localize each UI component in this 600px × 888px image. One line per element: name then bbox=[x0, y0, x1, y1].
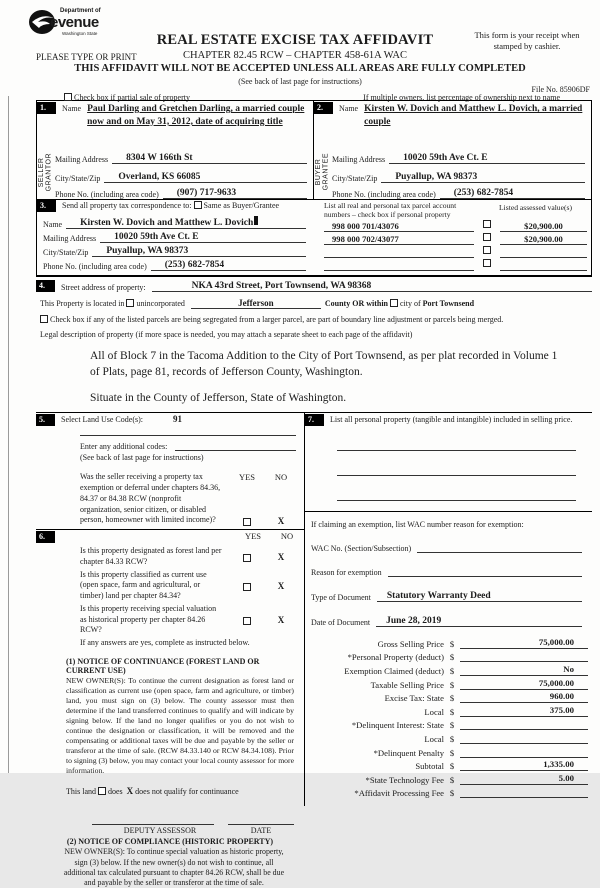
exemption-yes-checkbox[interactable] bbox=[243, 518, 251, 526]
street-address-label: Street address of property: bbox=[61, 283, 146, 293]
file-number: File No. 85906DF bbox=[531, 85, 590, 94]
historical-question: Is this property receiving special valuation as historical property per chapter 84.26 RCW? bbox=[80, 604, 217, 634]
text-cursor bbox=[254, 216, 258, 225]
personal-property-section bbox=[305, 413, 592, 512]
date-label: DATE bbox=[250, 826, 272, 836]
corr-phone-label: Phone No. (including area code) bbox=[43, 262, 147, 271]
fee-row-delinquent-penalty bbox=[305, 744, 588, 758]
street-address-field[interactable]: NKA 43rd Street, Port Townsend, WA 98368 bbox=[152, 281, 592, 292]
parcel-row bbox=[324, 219, 587, 232]
parcel-row bbox=[324, 232, 587, 245]
legal-description-text-2[interactable]: Situate in the County of Jefferson, State of Washington. bbox=[90, 392, 347, 405]
fee-row-excise-tax-state bbox=[305, 690, 588, 704]
date-line[interactable] bbox=[228, 824, 294, 825]
document-type-label: Type of Document bbox=[311, 593, 371, 603]
land-use-label: Select Land Use Code(s): bbox=[61, 415, 143, 425]
forest-land-question: Is this property designated as forest land per chapter 84.33 RCW? bbox=[80, 546, 222, 566]
city-checkbox[interactable] bbox=[390, 299, 398, 307]
section-1-number: 1. bbox=[37, 102, 56, 114]
tax-exemption-question: Was the seller receiving a property tax exemption or deferral under chapters 84.36, 84.37 or 84.38 RCW (nonprofit organization, senior citizen, or disabled person, homeowner with limited income)? bbox=[80, 472, 221, 525]
fee-value-field[interactable] bbox=[460, 718, 588, 730]
city-of-label: city of bbox=[400, 299, 421, 309]
same-as-buyer-checkbox[interactable] bbox=[194, 201, 202, 209]
document-date-label: Date of Document bbox=[311, 618, 371, 628]
fee-label: Excise Tax: State bbox=[384, 693, 444, 704]
dollar-sign: $ bbox=[449, 652, 455, 663]
wac-number-label: WAC No. (Section/Subsection) bbox=[311, 544, 412, 554]
notice-continuance-body: NEW OWNER(S): To continue the current designation as forest land or classification as current use (open space, farm and agriculture, or timber) land, you must sign on (3) below. The county assessor must then determine if the land transferred continues to qualify and will indicate by signing below. If the land no longer qualifies or you do not wish to continue the designation or classification, it will be removed and the compensating or additional taxes will be due and payable by the seller or transferor at the time of sale. (RCW 84.33.140 or RCW 84.34.108). Prior to signing (3) below, you may contact your local county assessor for more information. bbox=[66, 676, 294, 776]
fee-label: *State Technology Fee bbox=[365, 774, 444, 785]
county-or-within-label: County OR within bbox=[324, 299, 388, 309]
land-use-blank-line[interactable] bbox=[80, 426, 296, 436]
wac-number-field[interactable] bbox=[417, 543, 582, 553]
section-7-number: 7. bbox=[305, 414, 324, 426]
fee-row-state-technology-fee bbox=[305, 771, 588, 785]
this-land-label: This land bbox=[66, 787, 96, 797]
assessed-value-field[interactable] bbox=[500, 270, 587, 271]
historical-yes-checkbox[interactable] bbox=[243, 617, 251, 625]
section-6-number: 6. bbox=[36, 531, 55, 543]
document-date-field[interactable]: June 28, 2019 bbox=[376, 616, 582, 627]
fee-value-field[interactable] bbox=[460, 746, 588, 758]
parcel-numbers-header: List all real and personal tax parcel account numbers – check box if personal property bbox=[324, 201, 457, 220]
exemption-no-answer[interactable]: X bbox=[277, 516, 285, 527]
personal-property-blank-line[interactable] bbox=[337, 500, 576, 501]
historical-no-answer[interactable]: X bbox=[277, 614, 285, 625]
deputy-assessor-label: DEPUTY ASSESSOR bbox=[123, 826, 197, 836]
multiple-owners-note: If multiple owners, list percentage of ownership next to name bbox=[363, 93, 560, 102]
seller-city-label: City/State/Zip bbox=[55, 174, 101, 183]
fee-row-personal-property bbox=[305, 649, 588, 663]
if-any-yes-note: If any answers are yes, complete as instructed below. bbox=[80, 638, 250, 648]
fee-value-field[interactable]: 5.00 bbox=[460, 773, 588, 785]
no-header: NO bbox=[274, 472, 288, 483]
forest-yes-checkbox[interactable] bbox=[243, 554, 251, 562]
assessed-values-header: Listed assessed value(s) bbox=[499, 203, 572, 212]
notice-compliance-body: NEW OWNER(S): To continue special valuation as historic property, sign (3) below. If the new owner(s) do not wish to continue, all additional tax calculated pursuant to chapter 84.26 RCW, shall be due and payable by the seller or transferor at the time of sale. bbox=[63, 847, 285, 888]
corr-name-field[interactable]: Kirsten W. Dovich and Matthew L. Dovich bbox=[66, 216, 306, 229]
additional-codes-label: Enter any additional codes: bbox=[80, 442, 168, 452]
scan-page-edge bbox=[8, 96, 9, 773]
unincorporated-label: unincorporated bbox=[136, 299, 185, 309]
buyer-side-label-2: GRANTEE bbox=[323, 153, 330, 191]
personal-property-label: List all personal property (tangible and intangible) included in selling price. bbox=[330, 415, 573, 425]
legal-description-label: Legal description of property (if more space is needed, you may attach a separate sheet to each page of the affidavit) bbox=[40, 330, 413, 340]
deputy-assessor-signature-line[interactable] bbox=[92, 824, 214, 825]
dollar-sign: $ bbox=[449, 693, 455, 704]
city-field[interactable]: Port Townsend bbox=[422, 299, 475, 309]
current-use-question: Is this property classified as current use (open space, farm and agricultural, or timber) land per chapter 84.34? bbox=[80, 570, 207, 600]
seller-phone-field[interactable]: (907) 717-9633 bbox=[163, 188, 307, 199]
parcel-number-field[interactable] bbox=[324, 270, 474, 271]
fee-label: *Affidavit Processing Fee bbox=[354, 788, 444, 799]
forest-no-answer[interactable]: X bbox=[277, 551, 285, 562]
does-not-qualify-mark[interactable]: X bbox=[126, 786, 134, 797]
current-use-yes-checkbox[interactable] bbox=[243, 583, 251, 591]
dollar-sign: $ bbox=[449, 761, 455, 772]
fee-label: Subtotal bbox=[415, 761, 444, 772]
logo-revenue-text: evenue bbox=[50, 14, 99, 31]
fee-row-subtotal bbox=[305, 758, 588, 772]
assessed-value-field[interactable] bbox=[500, 257, 587, 258]
property-section bbox=[36, 277, 592, 404]
buyer-phone-label: Phone No. (including area code) bbox=[332, 190, 436, 199]
legal-description-text[interactable]: All of Block 7 in the Tacoma Addition to the City of Port Townsend, as per plat recorded in Volume 1 of Plats, page 81, records of Jefferson County, Washington. bbox=[90, 350, 558, 378]
question-row bbox=[80, 570, 298, 601]
personal-property-blank-line[interactable] bbox=[337, 475, 576, 476]
current-use-no-answer[interactable]: X bbox=[277, 580, 285, 591]
buyer-side-label-1: BUYER bbox=[315, 158, 323, 186]
form-header bbox=[0, 0, 600, 100]
question-row bbox=[80, 604, 298, 635]
partial-sale-checkbox[interactable] bbox=[64, 93, 72, 101]
seller-name-field[interactable]: Paul Darling and Gretchen Darling, a married couple now and on May 31, 2012, date of acquiring title bbox=[87, 104, 305, 127]
land-use-code-field[interactable]: 91 bbox=[172, 414, 182, 425]
fee-value-field[interactable]: 75,000.00 bbox=[460, 678, 588, 690]
parties-box bbox=[36, 100, 592, 200]
fee-row-delinquent-interest-state bbox=[305, 717, 588, 731]
fee-label: *Delinquent Penalty bbox=[373, 747, 444, 758]
notice-compliance-title: (2) NOTICE OF COMPLIANCE (HISTORIC PROPERTY) bbox=[66, 837, 274, 847]
seller-side-label-2: GRANTOR bbox=[46, 152, 53, 192]
fee-row-excise-tax-local bbox=[305, 703, 588, 717]
assessed-value-field[interactable]: $20,900.00 bbox=[500, 234, 587, 245]
section-4-number: 4. bbox=[36, 280, 55, 292]
lower-columns bbox=[36, 412, 592, 888]
section-3-number: 3. bbox=[37, 200, 56, 212]
fees-table bbox=[305, 635, 588, 798]
fee-label: Local bbox=[424, 706, 444, 717]
seller-side-label-1: SELLER bbox=[38, 157, 46, 187]
seller-name-label: Name bbox=[62, 104, 82, 113]
seller-mailing-label: Mailing Address bbox=[55, 155, 109, 164]
parcel-number-field[interactable] bbox=[324, 257, 474, 258]
corr-city-field[interactable]: Puyallup, WA 98373 bbox=[92, 246, 306, 257]
no-header: NO bbox=[280, 531, 294, 542]
dollar-sign: $ bbox=[449, 788, 455, 799]
fee-label: Local bbox=[424, 734, 444, 744]
logo-state-text: Washington State bbox=[62, 31, 98, 36]
dollar-sign: $ bbox=[449, 706, 455, 717]
dollar-sign: $ bbox=[449, 720, 455, 731]
fee-row-affidavit-processing-fee bbox=[305, 785, 588, 799]
form-subtitle: CHAPTER 82.45 RCW – CHAPTER 458-61A WAC bbox=[183, 50, 407, 61]
exemption-reason-field[interactable] bbox=[388, 567, 582, 577]
does-label: does bbox=[108, 787, 123, 797]
buyer-name-label: Name bbox=[339, 104, 359, 113]
fee-value-field[interactable]: 1,335.00 bbox=[460, 759, 588, 771]
fee-row-taxable-selling-price bbox=[305, 676, 588, 690]
buyer-city-label: City/State/Zip bbox=[332, 174, 378, 183]
buyer-phone-field[interactable]: (253) 682-7854 bbox=[440, 188, 585, 199]
personal-property-blank-line[interactable] bbox=[337, 450, 576, 451]
corr-mailing-label: Mailing Address bbox=[43, 234, 97, 243]
section-5-number: 5. bbox=[36, 414, 55, 426]
same-as-buyer-label: Same as Buyer/Grantee bbox=[203, 201, 280, 210]
yes-header: YES bbox=[238, 472, 256, 483]
parcel-row bbox=[324, 258, 587, 271]
personal-property-checkbox[interactable] bbox=[483, 259, 491, 267]
corr-city-label: City/State/Zip bbox=[43, 248, 89, 257]
corr-name-label: Name bbox=[43, 220, 63, 229]
form-title: REAL ESTATE EXCISE TAX AFFIDAVIT bbox=[156, 32, 434, 48]
land-use-section bbox=[36, 413, 304, 530]
corr-mailing-field[interactable]: 10020 59th Ave Ct. E bbox=[100, 232, 306, 243]
notice-continuance-title: (1) NOTICE OF CONTINUANCE (FOREST LAND OR CURRENT USE) bbox=[66, 657, 260, 676]
partial-sale-label: Check box if partial sale of property bbox=[74, 93, 190, 102]
fee-value-field[interactable] bbox=[460, 732, 588, 744]
dollar-sign: $ bbox=[449, 734, 455, 744]
buyer-city-field[interactable]: Puyallup, WA 98373 bbox=[381, 172, 585, 183]
fee-value-field[interactable]: 375.00 bbox=[460, 705, 588, 717]
forest-land-section bbox=[36, 530, 304, 888]
dollar-sign: $ bbox=[449, 774, 455, 785]
parcel-row bbox=[324, 245, 587, 258]
correspondence-label: Send all property tax correspondence to: bbox=[62, 201, 192, 210]
fee-label: *Personal Property (deduct) bbox=[347, 652, 444, 663]
yes-header: YES bbox=[244, 531, 262, 542]
fee-row-gross-selling-price bbox=[305, 635, 588, 649]
county-field[interactable]: Jefferson bbox=[191, 298, 321, 309]
fee-label: Taxable Selling Price bbox=[370, 679, 444, 690]
exemption-claim-note: If claiming an exemption, list WAC number reason for exemption: bbox=[311, 520, 524, 530]
fee-value-field[interactable] bbox=[460, 786, 588, 798]
logo-dept-text: Department of bbox=[60, 8, 101, 14]
corr-phone-field[interactable]: (253) 682-7854 bbox=[151, 260, 306, 271]
seller-phone-label: Phone No. (including area code) bbox=[55, 190, 159, 199]
assessed-value-field[interactable]: $20,900.00 bbox=[500, 221, 587, 232]
warning-text: THIS AFFIDAVIT WILL NOT BE ACCEPTED UNLESS ALL AREAS ARE FULLY COMPLETED bbox=[74, 63, 526, 74]
seller-city-field[interactable]: Overland, KS 66085 bbox=[104, 172, 307, 183]
additional-codes-field[interactable] bbox=[175, 450, 296, 451]
seller-section bbox=[37, 101, 314, 199]
instructions-note: (See back of last page for instructions) bbox=[238, 77, 362, 86]
fee-label: *Delinquent Interest: State bbox=[351, 720, 444, 731]
section-2-number: 2. bbox=[314, 102, 333, 114]
dollar-sign: $ bbox=[449, 666, 455, 677]
parcel-number-field[interactable]: 998 000 702/43077 bbox=[324, 234, 474, 245]
dollar-sign: $ bbox=[449, 679, 455, 690]
document-type-field[interactable]: Statutory Warranty Deed bbox=[377, 591, 582, 602]
fee-label: Exemption Claimed (deduct) bbox=[344, 666, 444, 677]
seller-mailing-field[interactable]: 8304 W 166th St bbox=[112, 153, 307, 164]
buyer-mailing-field[interactable]: 10020 59th Ave Ct. E bbox=[389, 153, 585, 164]
buyer-mailing-label: Mailing Address bbox=[332, 155, 386, 164]
parcel-number-field[interactable]: 998 000 701/43076 bbox=[324, 221, 474, 232]
does-not-label: does not qualify for continuance bbox=[135, 787, 239, 797]
fee-value-field[interactable]: No bbox=[460, 664, 588, 676]
right-column bbox=[305, 412, 592, 806]
dept-of-revenue-logo bbox=[28, 8, 138, 36]
fee-value-field[interactable]: 75,000.00 bbox=[460, 637, 588, 649]
question-row bbox=[80, 546, 298, 567]
buyer-section bbox=[314, 101, 591, 199]
fee-row-exemption-claimed bbox=[305, 662, 588, 676]
see-back-note: (See back of last page for instructions) bbox=[80, 453, 204, 463]
fee-value-field[interactable] bbox=[460, 650, 588, 662]
fee-label: Gross Selling Price bbox=[377, 638, 444, 649]
left-column bbox=[36, 412, 305, 888]
fee-row-delinquent-interest-local bbox=[305, 730, 588, 744]
dollar-sign: $ bbox=[449, 747, 455, 758]
unincorporated-checkbox[interactable] bbox=[126, 299, 134, 307]
fee-value-field[interactable]: 960.00 bbox=[460, 691, 588, 703]
type-or-print-note: PLEASE TYPE OR PRINT bbox=[36, 52, 137, 62]
exemption-reason-label: Reason for exemption bbox=[311, 568, 382, 578]
segregated-label: Check box if any of the listed parcels are being segregated from a larger parcel, are part of boundary line adjustment or parcels being merged. bbox=[50, 315, 504, 325]
correspondence-section bbox=[36, 200, 592, 277]
does-qualify-checkbox[interactable] bbox=[98, 787, 106, 795]
segregated-checkbox[interactable] bbox=[40, 315, 48, 323]
located-in-label: This Property is located in bbox=[40, 299, 125, 309]
buyer-name-field[interactable]: Kirsten W. Dovich and Matthew L. Dovich, a married couple bbox=[364, 104, 583, 127]
receipt-note: This form is your receipt when stamped by cashier. bbox=[474, 30, 580, 51]
dollar-sign: $ bbox=[449, 638, 455, 649]
